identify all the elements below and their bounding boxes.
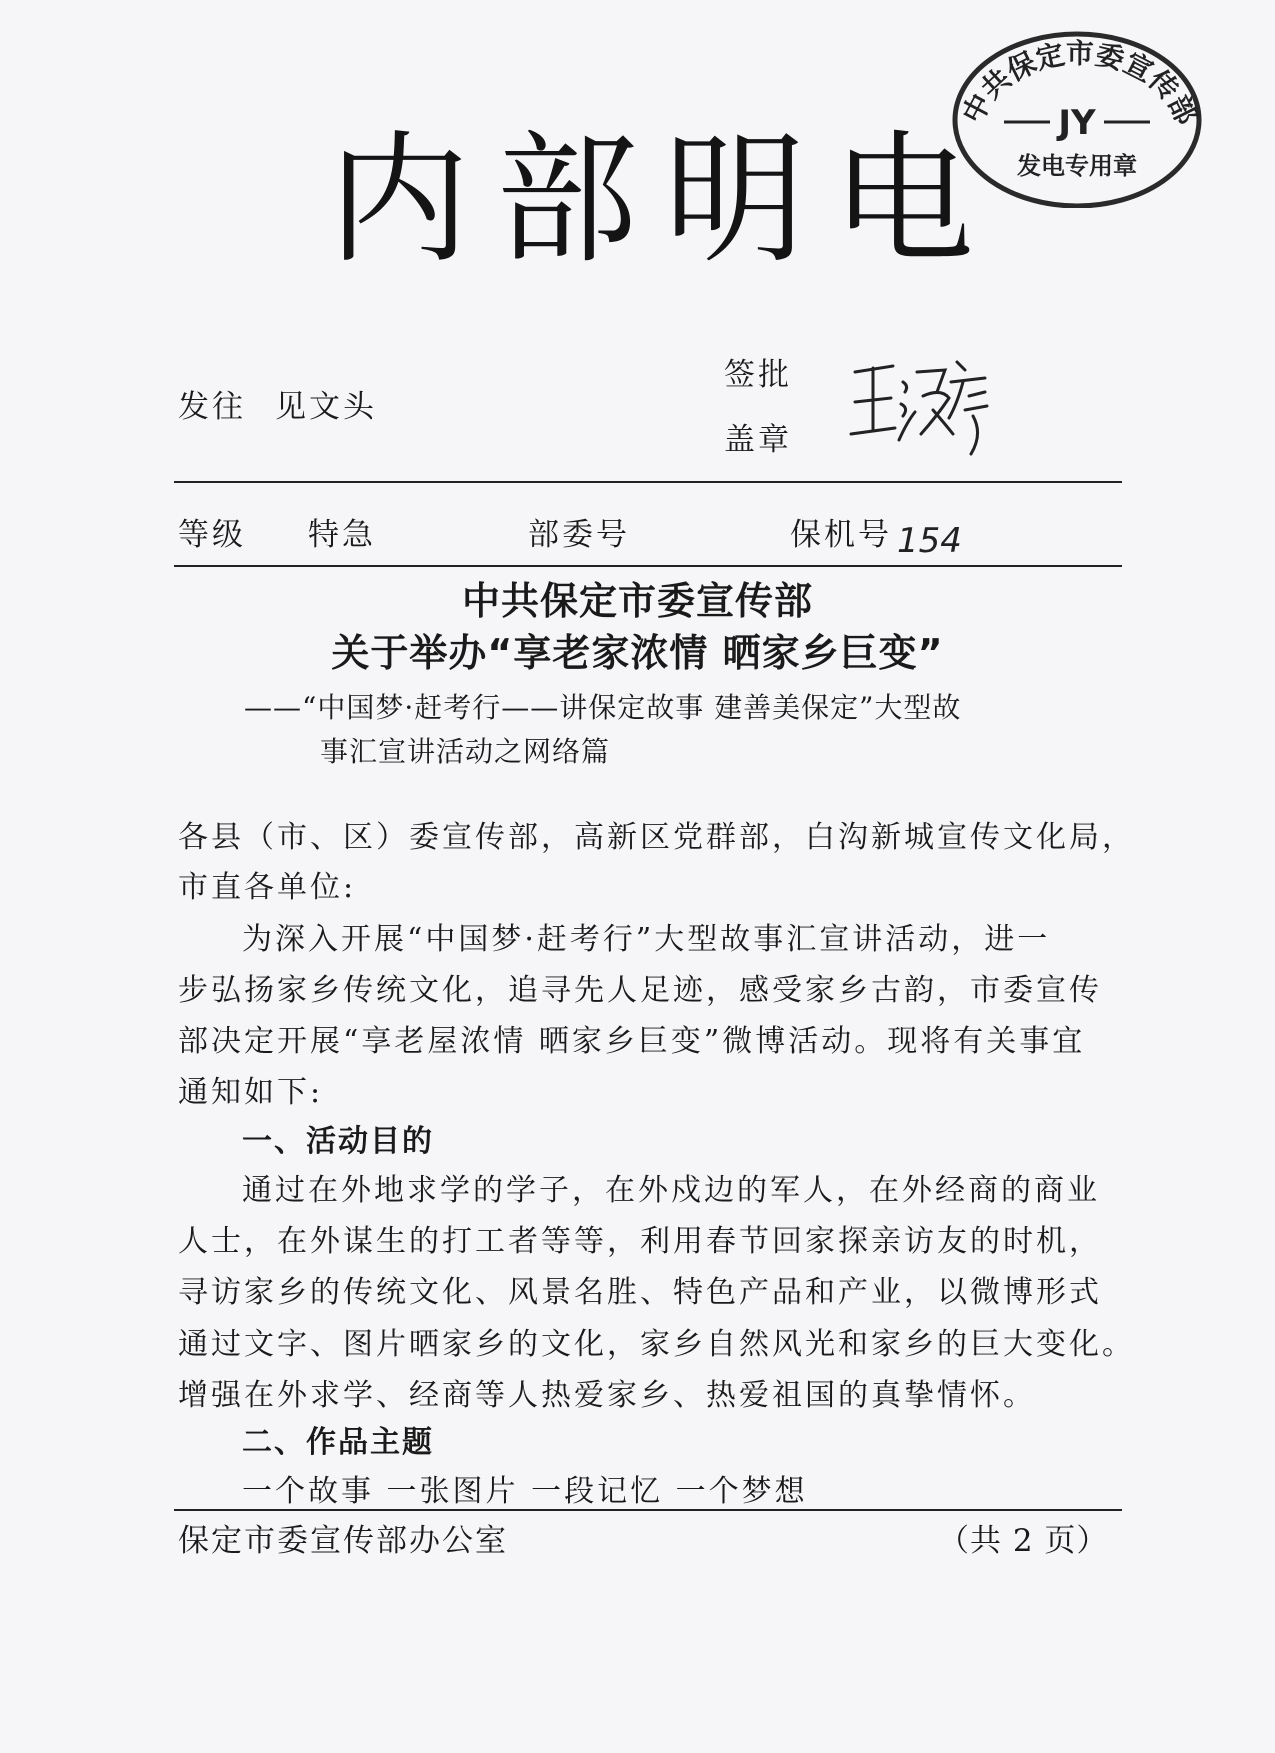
send-to-label: 发往 bbox=[178, 389, 246, 425]
send-to-value: 见文头 bbox=[275, 389, 377, 425]
header-rule-top bbox=[174, 481, 1122, 483]
paragraph-line: 通知如下: bbox=[178, 1075, 324, 1110]
document-type-title: 内部明电 bbox=[328, 118, 1000, 283]
paragraph-line: 人士，在外谋生的打工者等等，利用春节回家探亲访友的时机， bbox=[178, 1224, 1102, 1259]
notice-title-line-2: 关于举办“享老家浓情 晒家乡巨变” bbox=[331, 631, 944, 675]
paragraph-line: 一个故事 一张图片 一段记忆 一个梦想 bbox=[242, 1474, 808, 1509]
paragraph-line: 通过文字、图片晒家乡的文化，家乡自然风光和家乡的巨大变化。 bbox=[178, 1327, 1135, 1362]
approve-label: 签批 bbox=[724, 357, 792, 393]
seal-label: 盖章 bbox=[724, 422, 792, 458]
secure-number-label: 保机号 bbox=[790, 517, 892, 553]
footer-rule bbox=[174, 1509, 1122, 1511]
svg-text:154: 154 bbox=[897, 521, 962, 561]
dept-number-label: 部委号 bbox=[528, 517, 630, 553]
section-heading-purpose: 一、活动目的 bbox=[242, 1124, 434, 1159]
level-value: 特急 bbox=[308, 517, 376, 553]
official-seal-stamp bbox=[946, 24, 1208, 208]
svg-text:JY: JY bbox=[1058, 103, 1096, 143]
paragraph-line: 增强在外求学、经商等人热爱家乡、热爱祖国的真挚情怀。 bbox=[178, 1378, 1036, 1413]
section-heading-theme: 二、作品主题 bbox=[242, 1425, 434, 1460]
svg-text:发电专用章: 发电专用章 bbox=[1017, 152, 1137, 180]
paragraph-line: 部决定开展“享老屋浓情 晒家乡巨变”微博活动。现将有关事宜 bbox=[178, 1024, 1086, 1059]
paragraph-line: 为深入开展“中国梦·赶考行”大型故事汇宣讲活动，进一 bbox=[242, 922, 1051, 957]
notice-subtitle-line-1: ——“中国梦·赶考行——讲保定故事 建善美保定”大型故 bbox=[244, 691, 962, 724]
footer-page-count: （共 2 页） bbox=[938, 1523, 1109, 1559]
level-label: 等级 bbox=[178, 517, 246, 553]
secure-number-handwritten bbox=[895, 516, 962, 562]
svg-text:中共保定市委宣传部: 中共保定市委宣传部 bbox=[955, 36, 1204, 130]
paragraph-line: 寻访家乡的传统文化、风景名胜、特色产品和产业，以微博形式 bbox=[178, 1275, 1102, 1310]
paragraph-line: 通过在外地求学的学子，在外戍边的军人，在外经商的商业 bbox=[242, 1173, 1100, 1208]
footer-office: 保定市委宣传部办公室 bbox=[178, 1523, 508, 1559]
notice-subtitle-line-2: 事汇宣讲活动之网络篇 bbox=[320, 735, 611, 768]
notice-title-line-1: 中共保定市委宣传部 bbox=[461, 579, 813, 623]
salutation-line-2: 市直各单位: bbox=[178, 870, 357, 905]
paragraph-line: 步弘扬家乡传统文化，追寻先人足迹，感受家乡古韵，市委宣传 bbox=[178, 973, 1102, 1008]
handwritten-signature bbox=[845, 352, 995, 458]
salutation-line-1: 各县（市、区）委宣传部，高新区党群部，白沟新城宣传文化局， bbox=[178, 820, 1135, 855]
header-rule-bottom bbox=[174, 565, 1122, 567]
